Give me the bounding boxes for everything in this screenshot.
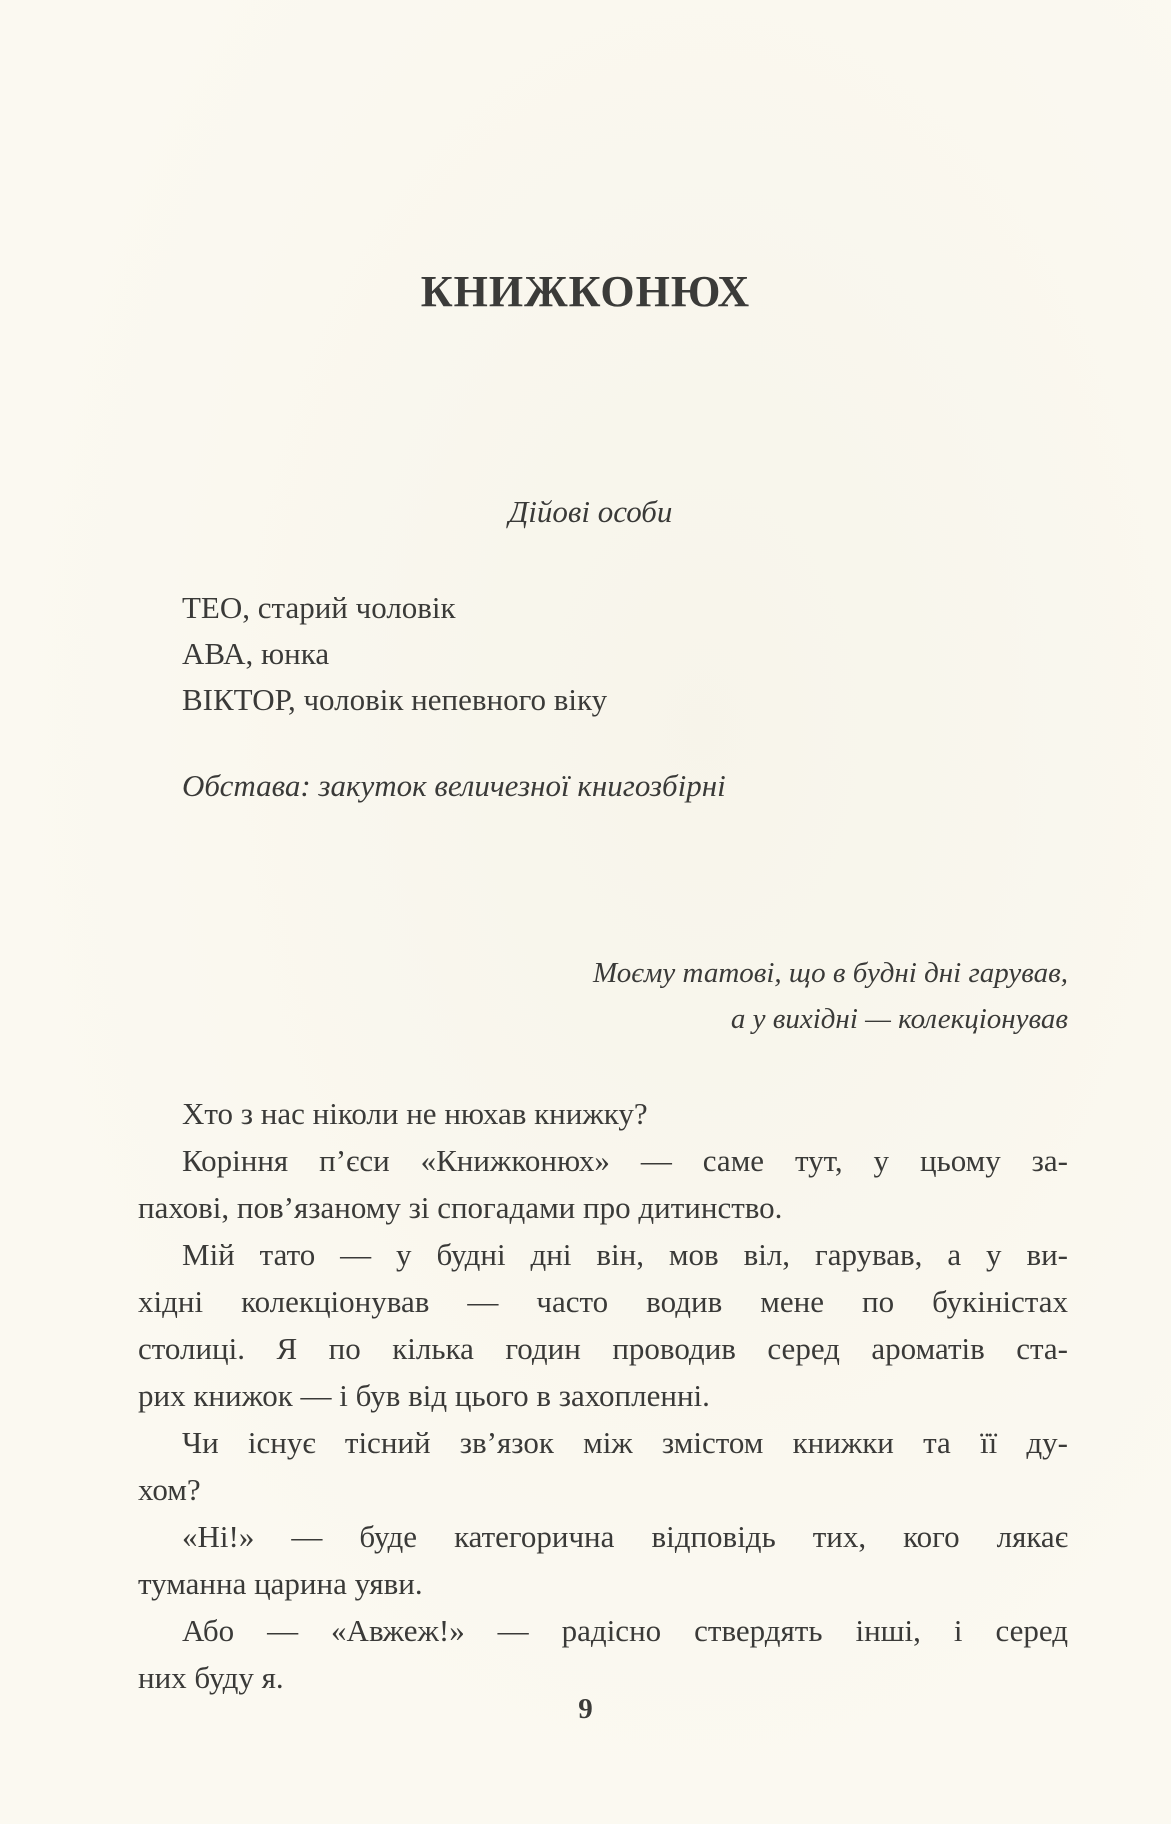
cast-item-ava: АВА, юнка — [182, 636, 330, 671]
play-title: КНИЖКОНЮХ — [420, 267, 751, 316]
cast-item-teo: ТЕО, старий чоловік — [182, 590, 456, 625]
text-line: Хто з нас ніколи не нюхав книжку? — [182, 1096, 648, 1131]
text-line: Або — «Авжеж!» — радісно ствердять інші, і серед — [182, 1613, 1068, 1648]
body-text — [138, 1090, 1068, 1701]
paragraph — [138, 1419, 1068, 1513]
text-line: Мій тато — у будні дні він, мов віл, гарував, а у ви- — [182, 1237, 1068, 1272]
text-line: рих книжок — і був від цього в захопленні. — [138, 1378, 710, 1413]
paragraph — [138, 1513, 1068, 1607]
cast-item-viktor: ВІКТОР, чоловік непевного віку — [182, 682, 608, 717]
cast-heading: Дійові особи — [508, 494, 673, 529]
cast-list — [182, 585, 607, 723]
text-line: туманна царина уяви. — [138, 1566, 423, 1601]
text-line: хом? — [138, 1472, 201, 1507]
paragraph — [138, 1090, 1068, 1137]
text-line: пахові, пов’язаному зі спогадами про дитинство. — [138, 1190, 783, 1225]
text-line: «Ні!» — буде категорична відповідь тих, кого лякає — [182, 1519, 1068, 1554]
text-line: столиці. Я по кілька годин проводив серед ароматів ста- — [138, 1331, 1068, 1366]
dedication-line: Моєму татові, що в будні дні гарував, — [593, 957, 1068, 989]
dedication-line: а у вихідні — колекціонував — [730, 1003, 1068, 1035]
paragraph — [138, 1607, 1068, 1701]
setting-description: Обстава: закуток величезної книгозбірні — [182, 768, 726, 803]
text-line: Чи існує тісний зв’язок між змістом книжки та її ду- — [182, 1425, 1068, 1460]
dedication — [593, 950, 1068, 1042]
text-line: них буду я. — [138, 1660, 284, 1695]
page-number: 9 — [578, 1693, 593, 1725]
text-line: Коріння п’єси «Книжконюх» — саме тут, у цьому за- — [182, 1143, 1068, 1178]
text-line: хідні колекціонував — часто водив мене по букіністах — [138, 1284, 1068, 1319]
paragraph — [138, 1231, 1068, 1419]
paragraph — [138, 1137, 1068, 1231]
